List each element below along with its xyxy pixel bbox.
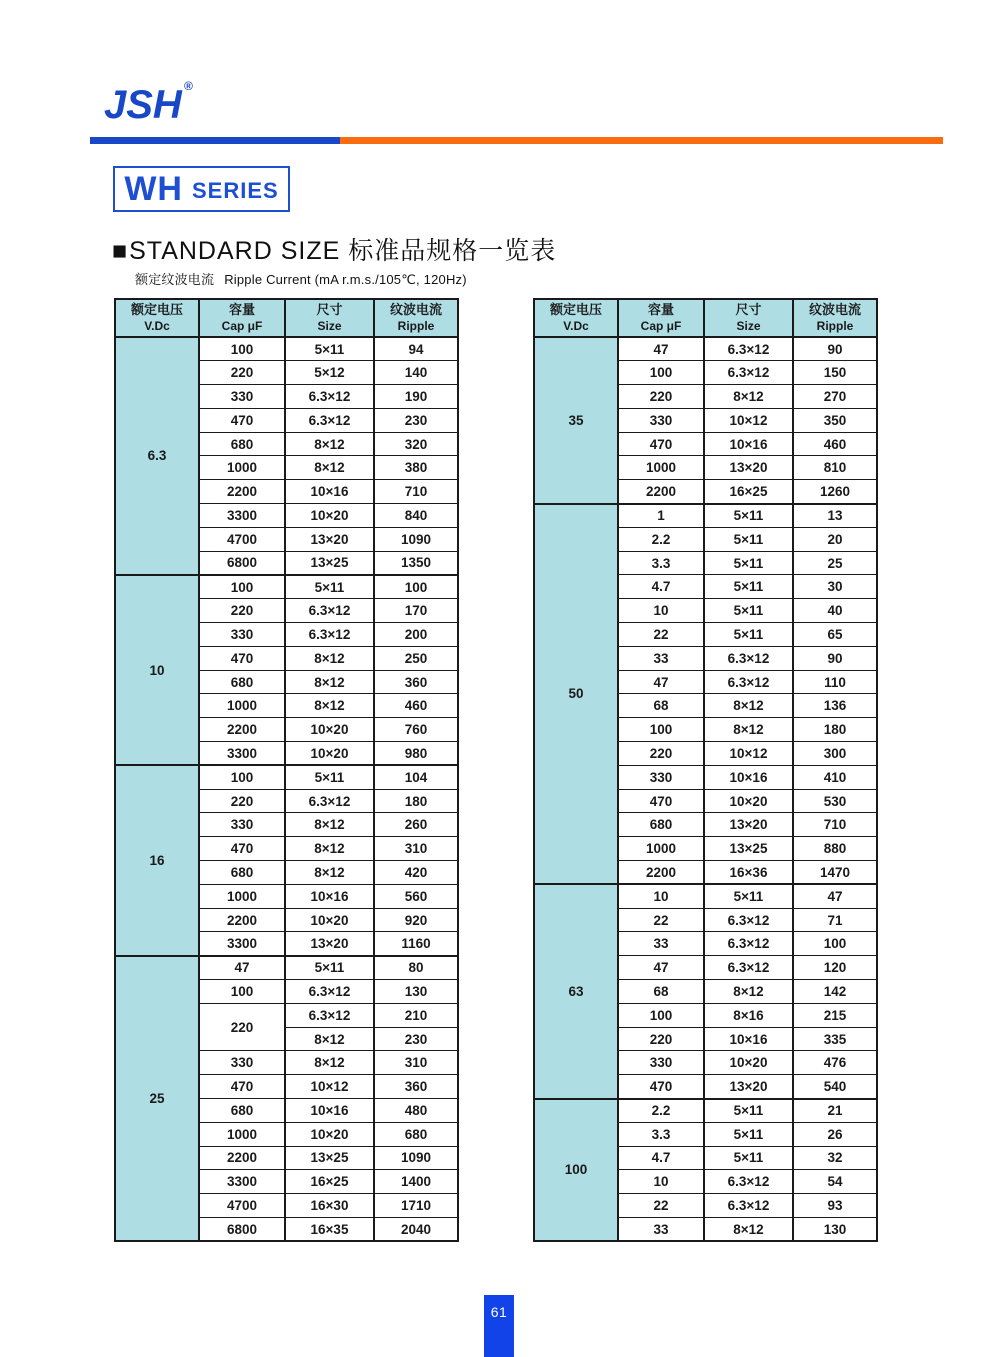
cap-cell: 68 [618,694,704,718]
size-cell: 16×25 [704,480,793,504]
cap-cell: 10 [618,599,704,623]
size-cell: 6.3×12 [704,1194,793,1218]
table-row [534,1099,877,1123]
cap-cell: 100 [618,1003,704,1027]
ripple-cell: 13 [793,504,877,528]
col-header-voltage: 额定电压 V.Dc [534,299,618,337]
cap-cell: 100 [199,575,285,599]
ripple-cell: 71 [793,908,877,932]
ripple-cell: 65 [793,623,877,647]
cap-cell: 4700 [199,1194,285,1218]
ripple-cell: 140 [374,361,458,385]
ripple-cell: 1260 [793,480,877,504]
ripple-cell: 32 [793,1146,877,1170]
ripple-cell: 880 [793,837,877,861]
ripple-cell: 130 [374,980,458,1004]
cap-cell: 220 [199,599,285,623]
ripple-cell: 110 [793,670,877,694]
size-cell: 5×11 [704,575,793,599]
cap-cell: 100 [199,337,285,361]
size-cell: 5×11 [704,1146,793,1170]
size-cell: 8×12 [704,718,793,742]
cap-cell: 470 [618,1075,704,1099]
cap-cell: 1000 [618,456,704,480]
size-cell: 5×11 [285,956,374,980]
ripple-cell: 476 [793,1051,877,1075]
section-title-en: STANDARD SIZE [129,237,341,265]
cap-cell: 3300 [199,742,285,766]
size-cell: 5×11 [704,884,793,908]
cap-cell: 2200 [618,480,704,504]
table-row [115,337,458,361]
ripple-cell: 90 [793,337,877,361]
cap-cell: 220 [199,1003,285,1051]
header-rule-orange-segment [340,137,943,144]
cap-cell: 33 [618,1217,704,1241]
header-rule [90,137,943,144]
ripple-cell: 410 [793,765,877,789]
size-cell: 16×36 [704,861,793,885]
ripple-cell: 760 [374,718,458,742]
size-cell: 6.3×12 [285,623,374,647]
cap-cell: 3300 [199,1170,285,1194]
cap-cell: 330 [199,813,285,837]
voltage-cell: 10 [115,575,199,765]
cap-cell: 47 [618,670,704,694]
size-cell: 8×12 [704,980,793,1004]
size-cell: 8×12 [285,1051,374,1075]
size-cell: 10×20 [285,504,374,528]
spec-table-right [533,298,878,1242]
series-name: WH [124,169,183,208]
ripple-cell: 335 [793,1027,877,1051]
size-cell: 13×25 [704,837,793,861]
table-row [115,765,458,789]
ripple-cell: 190 [374,385,458,409]
size-cell: 6.3×12 [704,646,793,670]
ripple-cell: 1090 [374,1146,458,1170]
ripple-cell: 104 [374,765,458,789]
size-cell: 5×11 [704,1122,793,1146]
size-cell: 8×12 [704,1217,793,1241]
ripple-cell: 530 [793,789,877,813]
ripple-cell: 1400 [374,1170,458,1194]
cap-cell: 2200 [618,861,704,885]
ripple-cell: 480 [374,1099,458,1123]
cap-cell: 220 [199,361,285,385]
ripple-cell: 100 [374,575,458,599]
table-subtitle [135,269,467,288]
size-cell: 6.3×12 [704,1170,793,1194]
ripple-cell: 215 [793,1003,877,1027]
cap-cell: 33 [618,932,704,956]
size-cell: 5×11 [704,599,793,623]
cap-cell: 6800 [199,1217,285,1241]
size-cell: 13×20 [285,932,374,956]
cap-cell: 22 [618,1194,704,1218]
ripple-cell: 210 [374,1003,458,1027]
cap-cell: 1000 [618,837,704,861]
size-cell: 13×20 [704,813,793,837]
size-cell: 8×12 [285,694,374,718]
section-title [112,231,556,267]
size-cell: 10×16 [285,1099,374,1123]
size-cell: 10×16 [285,884,374,908]
table-row [534,337,877,361]
ripple-cell: 30 [793,575,877,599]
size-cell: 5×11 [704,623,793,647]
cap-cell: 470 [199,1075,285,1099]
cap-cell: 470 [618,432,704,456]
ripple-cell: 1160 [374,932,458,956]
cap-cell: 68 [618,980,704,1004]
size-cell: 10×20 [285,742,374,766]
cap-cell: 47 [199,956,285,980]
table-row [534,884,877,908]
logo-text: JSH [104,83,182,127]
size-cell: 8×12 [285,432,374,456]
ripple-cell: 120 [793,956,877,980]
voltage-cell: 6.3 [115,337,199,575]
cap-cell: 2200 [199,1146,285,1170]
ripple-cell: 350 [793,408,877,432]
cap-cell: 2200 [199,718,285,742]
voltage-cell: 25 [115,956,199,1242]
ripple-cell: 200 [374,623,458,647]
page-number: 61 [490,1304,508,1320]
size-cell: 16×25 [285,1170,374,1194]
size-cell: 13×25 [285,551,374,575]
ripple-cell: 142 [793,980,877,1004]
ripple-cell: 20 [793,527,877,551]
size-cell: 16×30 [285,1194,374,1218]
cap-cell: 4.7 [618,1146,704,1170]
ripple-cell: 250 [374,646,458,670]
subtitle-en: Ripple Current (mA r.m.s./105℃, 120Hz) [224,272,467,287]
size-cell: 5×11 [285,765,374,789]
cap-cell: 470 [199,408,285,432]
voltage-cell: 100 [534,1099,618,1242]
size-cell: 5×11 [285,337,374,361]
voltage-cell: 50 [534,504,618,885]
ripple-cell: 150 [793,361,877,385]
cap-cell: 3300 [199,504,285,528]
size-cell: 6.3×12 [285,789,374,813]
size-cell: 10×20 [704,1051,793,1075]
table-row [115,575,458,599]
ripple-cell: 170 [374,599,458,623]
cap-cell: 1000 [199,1122,285,1146]
ripple-cell: 26 [793,1122,877,1146]
ripple-cell: 920 [374,908,458,932]
cap-cell: 330 [618,408,704,432]
ripple-cell: 21 [793,1099,877,1123]
ripple-cell: 130 [793,1217,877,1241]
ripple-cell: 260 [374,813,458,837]
cap-cell: 100 [199,980,285,1004]
section-title-zh: 标准品规格一览表 [348,237,557,265]
size-cell: 5×11 [704,504,793,528]
square-bullet-icon: ■ [112,237,129,265]
size-cell: 8×12 [285,670,374,694]
ripple-cell: 47 [793,884,877,908]
size-cell: 10×16 [704,1027,793,1051]
size-cell: 6.3×12 [704,337,793,361]
size-cell: 6.3×12 [704,932,793,956]
series-badge [113,166,290,212]
size-cell: 13×20 [704,456,793,480]
ripple-cell: 1350 [374,551,458,575]
ripple-cell: 100 [793,932,877,956]
cap-cell: 1 [618,504,704,528]
size-cell: 6.3×12 [285,385,374,409]
cap-cell: 470 [199,646,285,670]
ripple-cell: 310 [374,1051,458,1075]
size-cell: 10×20 [285,908,374,932]
header-rule-blue-segment [90,137,340,144]
cap-cell: 10 [618,1170,704,1194]
size-cell: 10×20 [704,789,793,813]
cap-cell: 220 [618,385,704,409]
col-header-cap: 容量 Cap μF [618,299,704,337]
size-cell: 6.3×12 [704,908,793,932]
cap-cell: 2200 [199,908,285,932]
cap-cell: 330 [199,385,285,409]
cap-cell: 1000 [199,694,285,718]
ripple-cell: 460 [374,694,458,718]
size-cell: 6.3×12 [704,670,793,694]
series-label: SERIES [191,178,279,203]
table-row [534,504,877,528]
cap-cell: 1000 [199,884,285,908]
size-cell: 8×12 [285,837,374,861]
subtitle-zh: 额定纹波电流 [135,272,215,287]
cap-cell: 680 [199,1099,285,1123]
size-cell: 10×20 [285,718,374,742]
ripple-cell: 180 [793,718,877,742]
registered-mark-icon: ® [183,79,193,93]
cap-cell: 2.2 [618,1099,704,1123]
ripple-cell: 80 [374,956,458,980]
size-cell: 8×12 [285,861,374,885]
size-cell: 8×12 [285,1027,374,1051]
cap-cell: 470 [199,837,285,861]
cap-cell: 100 [199,765,285,789]
size-cell: 6.3×12 [285,599,374,623]
col-header-size: 尺寸 Size [704,299,793,337]
cap-cell: 680 [618,813,704,837]
size-cell: 10×12 [704,408,793,432]
size-cell: 8×12 [704,694,793,718]
size-cell: 8×12 [285,813,374,837]
ripple-cell: 980 [374,742,458,766]
col-header-size: 尺寸 Size [285,299,374,337]
size-cell: 5×11 [704,1099,793,1123]
cap-cell: 330 [199,623,285,647]
cap-cell: 100 [618,718,704,742]
col-header-voltage: 额定电压 V.Dc [115,299,199,337]
cap-cell: 1000 [199,456,285,480]
size-cell: 5×11 [704,527,793,551]
ripple-cell: 230 [374,1027,458,1051]
ripple-cell: 680 [374,1122,458,1146]
cap-cell: 220 [199,789,285,813]
ripple-cell: 2040 [374,1217,458,1241]
ripple-cell: 94 [374,337,458,361]
cap-cell: 10 [618,884,704,908]
size-cell: 13×25 [285,1146,374,1170]
ripple-cell: 360 [374,1075,458,1099]
col-header-cap: 容量 Cap μF [199,299,285,337]
jsh-logo [104,80,193,125]
size-cell: 6.3×12 [704,361,793,385]
ripple-cell: 840 [374,504,458,528]
size-cell: 10×20 [285,1122,374,1146]
cap-cell: 4.7 [618,575,704,599]
ripple-cell: 180 [374,789,458,813]
cap-cell: 220 [618,742,704,766]
cap-cell: 2.2 [618,527,704,551]
ripple-cell: 540 [793,1075,877,1099]
ripple-cell: 1090 [374,527,458,551]
size-cell: 8×12 [704,385,793,409]
col-header-ripple: 纹波电流 Ripple [374,299,458,337]
size-cell: 13×20 [704,1075,793,1099]
page-number-badge [484,1295,514,1357]
ripple-cell: 710 [793,813,877,837]
ripple-cell: 360 [374,670,458,694]
cap-cell: 3300 [199,932,285,956]
size-cell: 6.3×12 [285,408,374,432]
cap-cell: 220 [618,1027,704,1051]
cap-cell: 330 [199,1051,285,1075]
ripple-cell: 710 [374,480,458,504]
spec-table-left [114,298,459,1242]
ripple-cell: 1710 [374,1194,458,1218]
ripple-cell: 136 [793,694,877,718]
ripple-cell: 380 [374,456,458,480]
size-cell: 10×16 [285,480,374,504]
cap-cell: 100 [618,361,704,385]
ripple-cell: 93 [793,1194,877,1218]
cap-cell: 680 [199,861,285,885]
size-cell: 8×12 [285,456,374,480]
size-cell: 5×12 [285,361,374,385]
cap-cell: 22 [618,623,704,647]
ripple-cell: 810 [793,456,877,480]
size-cell: 13×20 [285,527,374,551]
cap-cell: 6800 [199,551,285,575]
cap-cell: 680 [199,670,285,694]
voltage-cell: 16 [115,765,199,955]
size-cell: 10×12 [704,742,793,766]
ripple-cell: 90 [793,646,877,670]
cap-cell: 470 [618,789,704,813]
voltage-cell: 63 [534,884,618,1098]
size-cell: 5×11 [704,551,793,575]
size-cell: 8×12 [285,646,374,670]
size-cell: 16×35 [285,1217,374,1241]
cap-cell: 680 [199,432,285,456]
cap-cell: 330 [618,765,704,789]
cap-cell: 47 [618,337,704,361]
ripple-cell: 310 [374,837,458,861]
size-cell: 8×16 [704,1003,793,1027]
ripple-cell: 230 [374,408,458,432]
size-cell: 6.3×12 [704,956,793,980]
ripple-cell: 54 [793,1170,877,1194]
ripple-cell: 460 [793,432,877,456]
cap-cell: 4700 [199,527,285,551]
size-cell: 5×11 [285,575,374,599]
ripple-cell: 270 [793,385,877,409]
size-cell: 10×16 [704,765,793,789]
ripple-cell: 40 [793,599,877,623]
size-cell: 10×16 [704,432,793,456]
ripple-cell: 560 [374,884,458,908]
size-cell: 10×12 [285,1075,374,1099]
ripple-cell: 420 [374,861,458,885]
voltage-cell: 35 [534,337,618,504]
cap-cell: 2200 [199,480,285,504]
ripple-cell: 320 [374,432,458,456]
cap-cell: 3.3 [618,1122,704,1146]
table-row [115,956,458,980]
cap-cell: 3.3 [618,551,704,575]
ripple-cell: 1470 [793,861,877,885]
ripple-cell: 25 [793,551,877,575]
ripple-cell: 300 [793,742,877,766]
cap-cell: 47 [618,956,704,980]
size-cell: 6.3×12 [285,980,374,1004]
size-cell: 6.3×12 [285,1003,374,1027]
cap-cell: 330 [618,1051,704,1075]
col-header-ripple: 纹波电流 Ripple [793,299,877,337]
cap-cell: 33 [618,646,704,670]
cap-cell: 22 [618,908,704,932]
